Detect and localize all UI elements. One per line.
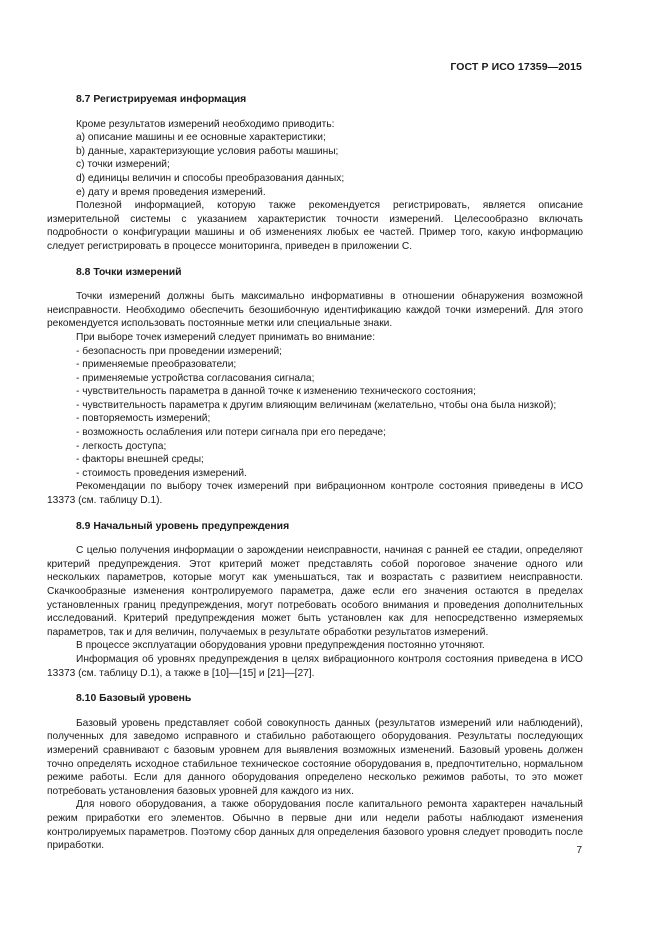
list-item: e) дату и время проведения измерений. (76, 186, 266, 198)
list-item: b) данные, характеризующие условия работы машины; (76, 145, 339, 157)
section-8-8-paragraph-1: Точки измерений должны быть максимально информативны в отношении обнаружения возможной неисправности. Необходимо обеспечить безошибочную идентификацию каждой точки измерений. Для этого рекомендуется использовать постоянные метки или специальные знаки. (47, 291, 583, 330)
list-item: - чувствительность параметра в данной точке к изменению технического состояния; (76, 386, 476, 398)
section-8-9-paragraph-3: Информация об уровнях предупреждения в целях вибрационного контроля состояния приведена в ИСО 13373 (см. таблицу D.1), а также в [10]—[15] и [21]—[27]. (47, 653, 583, 679)
list-item: - возможность ослабления или потери сигнала при его передаче; (76, 427, 386, 439)
section-8-10-title: 8.10 Базовый уровень (76, 693, 192, 705)
list-item: с) точки измерений; (76, 159, 170, 171)
section-8-9-paragraph-2: В процессе эксплуатации оборудования уровни предупреждения постоянно уточняют. (76, 640, 485, 652)
section-8-9-title: 8.9 Начальный уровень предупреждения (76, 520, 290, 532)
section-8-8-paragraph-3: Рекомендации по выбору точек измерений при вибрационном контроле состояния приведены в ИСО 13373 (см. таблицу D.1). (47, 481, 583, 507)
list-item: - факторы внешней среды; (76, 454, 204, 466)
list-item: d) единицы величин и способы преобразования данных; (76, 172, 345, 184)
list-item: - безопасность при проведении измерений; (76, 345, 283, 357)
list-item: - чувствительность параметра к другим влияющим величинам (желательно, чтобы она была низкой); (76, 399, 557, 411)
page-number: 7 (576, 845, 582, 856)
section-8-7-intro: Кроме результатов измерений необходимо приводить: (76, 118, 335, 130)
section-8-7-paragraph: Полезной информацией, которую также рекомендуется регистрировать, является описание измерительной системы с указанием характеристик точности измерений. Целесообразно включать подробности о конфигурации машины и об изменениях любых ее частей. Пример того, какую информацию следует регистрировать в процессе мониторинга, приведен в приложении С. (47, 200, 583, 252)
section-8-7-title: 8.7 Регистрируемая информация (76, 94, 247, 105)
list-item: - легкость доступа; (76, 440, 167, 452)
list-item: - повторяемость измерений; (76, 413, 211, 425)
document-code: ГОСТ Р ИСО 17359—2015 (450, 61, 582, 73)
list-item: а) описание машины и ее основные характеристики; (76, 132, 326, 144)
list-item: - применяемые преобразователи; (76, 359, 237, 371)
section-8-9-paragraph-1: С целью получения информации о зарождении неисправности, начиная с ранней ее стадии, определяют критерий предупреждения. Этот критерий может представлять собой пороговое значение одного или нескольких параметров, которые могут как уменьшаться, так и возрастать с развитием неисправности. Скачкообразные изменения контролируемого параметра, даже если его значения остаются в пределах установленных границ предупреждения, могут потребовать особого внимания и проведения дополнительных исследований. Критерий предупреждения может быть установлен как для непосредственно измеряемых параметров, так и для величин, получаемых в результате обработки результатов измерений. (47, 545, 583, 638)
page-content (47, 93, 583, 853)
list-item: - применяемые устройства согласования сигнала; (76, 372, 315, 384)
section-8-8-title: 8.8 Точки измерений (76, 266, 182, 278)
list-item: - стоимость проведения измерений. (76, 467, 247, 479)
section-8-10-paragraph-2: Для нового оборудования, а также оборудования после капитального ремонта характерен начальный режим приработки его элементов. Обычно в первые дни или недели работы наблюдают изменения контролируемых параметров. Поэтому сбор данных для определения базового уровня следует проводить после приработки. (47, 799, 583, 852)
section-8-8-paragraph-2: При выборе точек измерений следует принимать во внимание: (76, 331, 376, 343)
section-8-10-paragraph-1: Базовый уровень представляет собой совокупность данных (результатов измерений или наблюдений), полученных для заведомо исправного и стабильно работающего оборудования. Результаты последующих измерений сравнивают с базовым уровнем для выявления возможных изменений. Базовый уровень должен точно определять исходное стабильное техническое состояние оборудования в, предпочтительно, нормальном режиме работы. Если для данного оборудования определено несколько режимов работы, то это может потребовать установления базовых уровней для каждого из них. (47, 717, 583, 797)
